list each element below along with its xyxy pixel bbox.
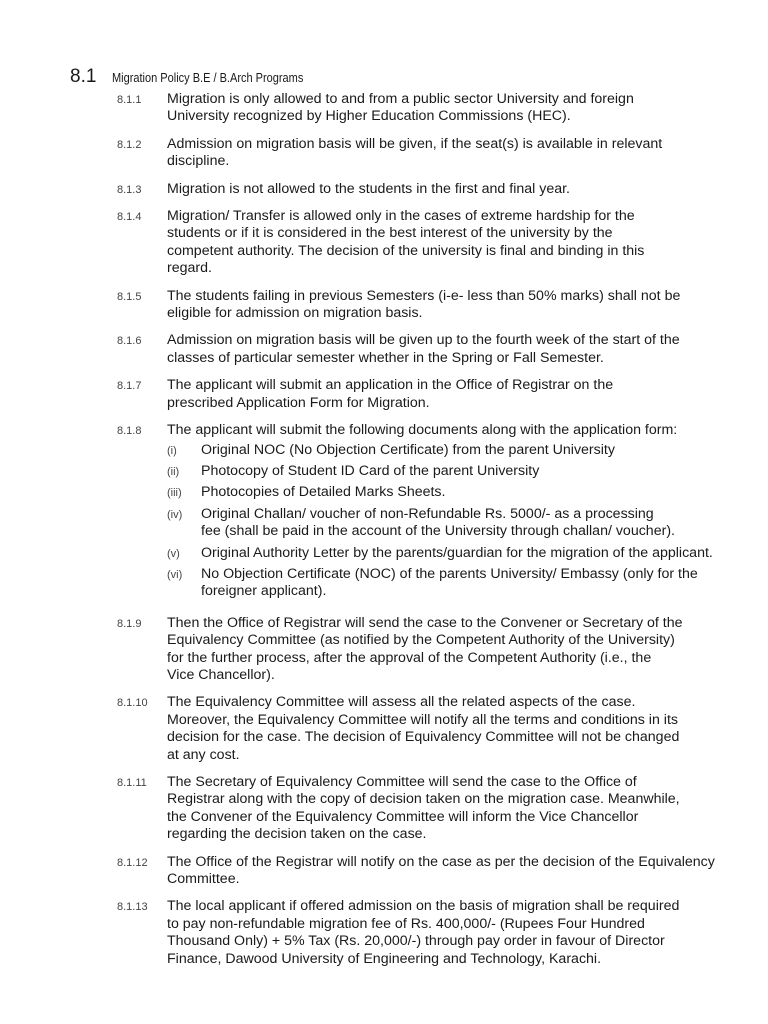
document-text: Original Authority Letter by the parents/guardian for the migration of the applicant. bbox=[201, 544, 713, 561]
item-text: Admission on migration basis will be given up to the fourth week of the start of the classes of particular semester whether in the Spring or Fall Semester. bbox=[167, 332, 680, 366]
item-text: Admission on migration basis will be given, if the seat(s) is available in relevant discipline. bbox=[167, 135, 663, 170]
item-text: Migration is not allowed to the students in the first and final year. bbox=[167, 180, 570, 197]
policy-item-8-1-7 bbox=[117, 377, 768, 412]
roman-numeral: (ii) bbox=[167, 465, 180, 478]
item-text: The applicant will submit the following documents along with the application form: bbox=[167, 422, 678, 439]
item-number: 8.1.1 bbox=[117, 94, 142, 106]
document-text: No Objection Certificate (NOC) of the parents University/ Embassy (only for the foreigner applicant). bbox=[201, 565, 698, 600]
roman-numeral: (iv) bbox=[167, 508, 183, 521]
policy-item-8-1-13 bbox=[117, 898, 768, 968]
item-text: The applicant will submit an application in the Office of Registrar on the prescribed Application Form for Migration. bbox=[167, 377, 614, 411]
policy-item-8-1-12 bbox=[117, 854, 768, 889]
item-text: Then the Office of Registrar will send the case to the Convener or Secretary of the Equivalency Committee (as notified by the Competent Authority of the University) for the further process, after the approval of the Competent Authority (i.e., the Vice Chancellor). bbox=[167, 614, 683, 683]
document-item bbox=[167, 442, 768, 459]
section-number: 8.1 bbox=[70, 66, 97, 87]
document-item bbox=[167, 545, 768, 562]
item-number: 8.1.4 bbox=[117, 211, 142, 224]
policy-item-8-1-4 bbox=[117, 208, 768, 278]
item-number: 8.1.7 bbox=[117, 380, 142, 393]
item-text: The students failing in previous Semesters (i-e- less than 50% marks) shall not be eligible for admission on migration basis. bbox=[167, 287, 681, 322]
item-number: 8.1.6 bbox=[117, 335, 142, 348]
section-title: Migration Policy B.E / B.Arch Programs bbox=[112, 71, 304, 85]
policy-item-8-1-3 bbox=[117, 181, 768, 198]
policy-item-8-1-8 bbox=[117, 422, 768, 605]
item-number: 8.1.3 bbox=[117, 183, 142, 196]
roman-numeral: (v) bbox=[167, 547, 180, 560]
item-number: 8.1.11 bbox=[117, 777, 147, 789]
policy-item-8-1-2 bbox=[117, 136, 768, 171]
item-number: 8.1.8 bbox=[117, 425, 142, 438]
document-item bbox=[167, 463, 768, 480]
document-text: Photocopy of Student ID Card of the parent University bbox=[201, 462, 540, 479]
document-item bbox=[167, 566, 768, 601]
policy-item-8-1-6 bbox=[117, 332, 768, 367]
document-text: Original NOC (No Objection Certificate) from the parent University bbox=[201, 441, 615, 458]
policy-item-8-1-10 bbox=[117, 694, 768, 764]
item-text: The local applicant if offered admission on the basis of migration shall be required to pay non-refundable migration fee of Rs. 400,000/- (Rupees Four Hundred Thousand Only) + 5% Tax (Rs. 20,000/-) through pay order in favour of Director Finance, Dawood University of Engineering and Technology, Karachi. bbox=[167, 898, 680, 967]
roman-numeral: (iii) bbox=[167, 487, 182, 500]
document-text: Photocopies of Detailed Marks Sheets. bbox=[201, 484, 446, 501]
item-number: 8.1.13 bbox=[117, 901, 148, 914]
item-number: 8.1.10 bbox=[117, 697, 148, 710]
policy-item-8-1-5 bbox=[117, 288, 768, 323]
roman-numeral: (vi) bbox=[167, 568, 183, 581]
documents-list bbox=[167, 442, 768, 601]
roman-numeral: (i) bbox=[167, 444, 177, 457]
item-number: 8.1.9 bbox=[117, 617, 142, 630]
item-text: Migration/ Transfer is allowed only in the cases of extreme hardship for the students or if it is considered in the best interest of the university by the competent authority. The decision of the university is final and binding in this regard. bbox=[167, 208, 645, 277]
item-text: The Equivalency Committee will assess all the related aspects of the case. Moreover, the Equivalency Committee will notify all the terms and conditions in its decision for the case. The decision of Equivalency Committee will not be changed at any cost. bbox=[167, 694, 680, 763]
policy-list bbox=[117, 91, 768, 978]
document-item bbox=[167, 506, 768, 541]
item-text: Migration is only allowed to and from a public sector University and foreign University recognized by Higher Education Commissions (HEC). bbox=[167, 91, 634, 125]
item-text: The Office of the Registrar will notify on the case as per the decision of the Equivalency Committee. bbox=[167, 853, 715, 888]
item-number: 8.1.12 bbox=[117, 856, 148, 869]
policy-item-8-1-1 bbox=[117, 91, 768, 126]
item-text: The Secretary of Equivalency Committee will send the case to the Office of Registrar along with the copy of decision taken on the migration case. Meanwhile, the Convener of the Equivalency Committee will inform the Vice Chancellor regarding the decision taken on the case. bbox=[167, 774, 680, 843]
item-number: 8.1.2 bbox=[117, 138, 142, 151]
document-text: Original Challan/ voucher of non-Refundable Rs. 5000/- as a processing fee (shall be paid in the account of the University through challan/ voucher). bbox=[201, 505, 675, 540]
document-item bbox=[167, 484, 768, 501]
policy-item-8-1-11 bbox=[117, 774, 768, 844]
item-number: 8.1.5 bbox=[117, 290, 142, 303]
section-heading bbox=[70, 66, 330, 88]
policy-item-8-1-9 bbox=[117, 615, 768, 685]
